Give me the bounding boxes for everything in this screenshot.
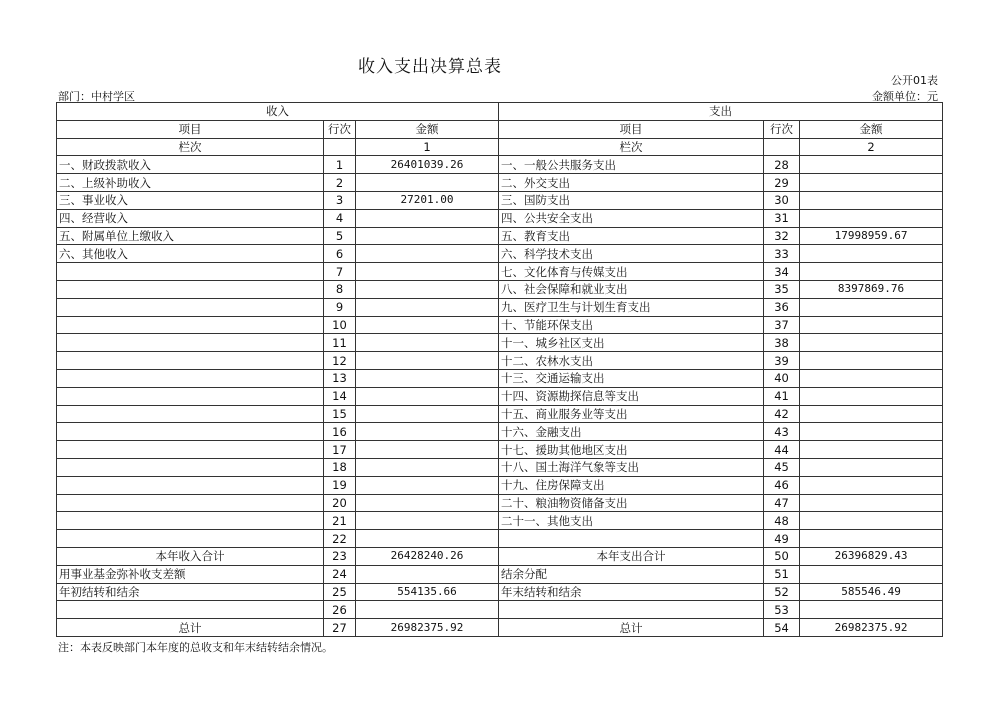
summary-row bbox=[57, 565, 943, 583]
table-row bbox=[57, 156, 943, 174]
table-row bbox=[57, 458, 943, 476]
expense-amount-cell bbox=[800, 209, 943, 227]
income-row-no-cell: 4 bbox=[324, 209, 356, 227]
income-row-no-cell: 17 bbox=[324, 441, 356, 459]
table-row bbox=[57, 369, 943, 387]
column-header-row bbox=[57, 120, 943, 138]
expense-amount-cell bbox=[800, 191, 943, 209]
form-number: 公开01表 bbox=[891, 74, 938, 87]
income-item-cell bbox=[57, 476, 324, 494]
income-amount-cell bbox=[356, 316, 499, 334]
table-row bbox=[57, 227, 943, 245]
income-row-no-cell: 5 bbox=[324, 227, 356, 245]
table-row bbox=[57, 423, 943, 441]
income-row-no-cell: 1 bbox=[324, 156, 356, 174]
income-row-no-cell: 13 bbox=[324, 369, 356, 387]
income-row-no-cell: 10 bbox=[324, 316, 356, 334]
expense-row-no-header: 行次 bbox=[764, 120, 800, 138]
expense-amount-cell: 8397869.76 bbox=[800, 280, 943, 298]
income-amount-cell: 26982375.92 bbox=[356, 619, 499, 637]
income-item-cell: 本年收入合计 bbox=[57, 547, 324, 565]
table-row bbox=[57, 298, 943, 316]
income-item-cell: 用事业基金弥补收支差额 bbox=[57, 565, 324, 583]
expense-item-cell: 十三、交通运输支出 bbox=[499, 369, 764, 387]
expense-amount-cell bbox=[800, 405, 943, 423]
summary-row bbox=[57, 619, 943, 637]
expense-item-cell: 十七、援助其他地区支出 bbox=[499, 441, 764, 459]
expense-item-cell: 一、一般公共服务支出 bbox=[499, 156, 764, 174]
expense-amount-cell bbox=[800, 458, 943, 476]
income-amount-cell bbox=[356, 369, 499, 387]
expense-row-no-cell: 30 bbox=[764, 191, 800, 209]
expense-row-no-cell: 44 bbox=[764, 441, 800, 459]
income-item-cell bbox=[57, 441, 324, 459]
income-item-cell bbox=[57, 280, 324, 298]
income-amount-cell bbox=[356, 280, 499, 298]
table-row bbox=[57, 280, 943, 298]
income-amount-cell bbox=[356, 458, 499, 476]
expense-item-cell: 二十、粮油物资储备支出 bbox=[499, 494, 764, 512]
expense-item-cell: 结余分配 bbox=[499, 565, 764, 583]
income-amount-cell bbox=[356, 565, 499, 583]
expense-amount-cell bbox=[800, 298, 943, 316]
expense-amount-cell bbox=[800, 387, 943, 405]
income-section-header: 收入 bbox=[57, 103, 499, 121]
expense-row-no-cell: 43 bbox=[764, 423, 800, 441]
income-expense-table bbox=[56, 102, 943, 637]
expense-amount-cell bbox=[800, 476, 943, 494]
expense-item-cell: 年末结转和结余 bbox=[499, 583, 764, 601]
expense-item-cell: 十一、城乡社区支出 bbox=[499, 334, 764, 352]
income-row-no-cell: 14 bbox=[324, 387, 356, 405]
table-row bbox=[57, 441, 943, 459]
expense-amount-cell bbox=[800, 601, 943, 619]
income-item-cell bbox=[57, 387, 324, 405]
expense-row-no-cell: 53 bbox=[764, 601, 800, 619]
expense-row-no-cell: 46 bbox=[764, 476, 800, 494]
expense-item-cell bbox=[499, 530, 764, 548]
expense-item-cell: 八、社会保障和就业支出 bbox=[499, 280, 764, 298]
expense-item-header: 项目 bbox=[499, 120, 764, 138]
income-item-cell bbox=[57, 316, 324, 334]
income-row-no-cell: 18 bbox=[324, 458, 356, 476]
expense-item-cell: 九、医疗卫生与计划生育支出 bbox=[499, 298, 764, 316]
income-amount-cell bbox=[356, 423, 499, 441]
expense-amount-cell: 17998959.67 bbox=[800, 227, 943, 245]
expense-item-cell: 十九、住房保障支出 bbox=[499, 476, 764, 494]
income-item-cell bbox=[57, 334, 324, 352]
income-item-cell: 二、上级补助收入 bbox=[57, 174, 324, 192]
table-row bbox=[57, 530, 943, 548]
expense-item-cell: 本年支出合计 bbox=[499, 547, 764, 565]
income-row-no-cell: 20 bbox=[324, 494, 356, 512]
expense-row-no-cell: 28 bbox=[764, 156, 800, 174]
table-row bbox=[57, 191, 943, 209]
income-column-order-label: 栏次 bbox=[57, 138, 324, 156]
table-row bbox=[57, 263, 943, 281]
income-item-cell: 三、事业收入 bbox=[57, 191, 324, 209]
expense-row-no-cell: 29 bbox=[764, 174, 800, 192]
expense-row-no-cell: 49 bbox=[764, 530, 800, 548]
expense-amount-cell bbox=[800, 441, 943, 459]
income-amount-cell: 27201.00 bbox=[356, 191, 499, 209]
expense-item-cell: 二十一、其他支出 bbox=[499, 512, 764, 530]
income-item-cell bbox=[57, 369, 324, 387]
income-column-number: 1 bbox=[356, 138, 499, 156]
expense-amount-cell bbox=[800, 352, 943, 370]
income-amount-cell bbox=[356, 209, 499, 227]
summary-row bbox=[57, 547, 943, 565]
income-amount-cell bbox=[356, 387, 499, 405]
income-amount-cell bbox=[356, 263, 499, 281]
table-row bbox=[57, 494, 943, 512]
income-row-no-cell: 21 bbox=[324, 512, 356, 530]
expense-column-number: 2 bbox=[800, 138, 943, 156]
table-row bbox=[57, 316, 943, 334]
table-row bbox=[57, 512, 943, 530]
expense-row-no-cell: 48 bbox=[764, 512, 800, 530]
income-row-no-cell: 25 bbox=[324, 583, 356, 601]
income-item-cell bbox=[57, 458, 324, 476]
expense-item-cell: 十、节能环保支出 bbox=[499, 316, 764, 334]
table-row bbox=[57, 476, 943, 494]
expense-item-cell: 六、科学技术支出 bbox=[499, 245, 764, 263]
expense-column-order-blank bbox=[764, 138, 800, 156]
income-amount-cell bbox=[356, 227, 499, 245]
income-row-no-cell: 8 bbox=[324, 280, 356, 298]
table-row bbox=[57, 387, 943, 405]
expense-section-header: 支出 bbox=[499, 103, 943, 121]
expense-row-no-cell: 35 bbox=[764, 280, 800, 298]
income-item-cell bbox=[57, 298, 324, 316]
income-row-no-cell: 12 bbox=[324, 352, 356, 370]
income-item-cell bbox=[57, 352, 324, 370]
expense-item-cell: 十八、国土海洋气象等支出 bbox=[499, 458, 764, 476]
expense-amount-cell bbox=[800, 316, 943, 334]
expense-amount-cell bbox=[800, 245, 943, 263]
footnote: 注：本表反映部门本年度的总收支和年末结转结余情况。 bbox=[58, 641, 333, 654]
income-item-cell: 四、经营收入 bbox=[57, 209, 324, 227]
expense-amount-cell bbox=[800, 530, 943, 548]
income-row-no-cell: 23 bbox=[324, 547, 356, 565]
income-amount-cell bbox=[356, 601, 499, 619]
income-row-no-cell: 2 bbox=[324, 174, 356, 192]
income-item-cell bbox=[57, 423, 324, 441]
summary-row bbox=[57, 601, 943, 619]
summary-row bbox=[57, 583, 943, 601]
income-amount-cell bbox=[356, 174, 499, 192]
expense-row-no-cell: 34 bbox=[764, 263, 800, 281]
income-column-order-blank bbox=[324, 138, 356, 156]
income-item-cell bbox=[57, 601, 324, 619]
amount-unit-label: 金额单位：元 bbox=[872, 90, 938, 103]
table-row bbox=[57, 405, 943, 423]
expense-row-no-cell: 54 bbox=[764, 619, 800, 637]
expense-column-order-label: 栏次 bbox=[499, 138, 764, 156]
expense-row-no-cell: 38 bbox=[764, 334, 800, 352]
income-item-cell bbox=[57, 512, 324, 530]
income-row-no-cell: 9 bbox=[324, 298, 356, 316]
income-amount-cell bbox=[356, 441, 499, 459]
expense-row-no-cell: 32 bbox=[764, 227, 800, 245]
income-amount-cell bbox=[356, 334, 499, 352]
expense-item-cell: 十四、资源勘探信息等支出 bbox=[499, 387, 764, 405]
expense-row-no-cell: 51 bbox=[764, 565, 800, 583]
income-amount-cell bbox=[356, 476, 499, 494]
income-row-no-cell: 3 bbox=[324, 191, 356, 209]
expense-amount-cell bbox=[800, 174, 943, 192]
expense-item-cell: 四、公共安全支出 bbox=[499, 209, 764, 227]
table-row bbox=[57, 334, 943, 352]
expense-amount-header: 金额 bbox=[800, 120, 943, 138]
income-item-cell bbox=[57, 530, 324, 548]
table-row bbox=[57, 352, 943, 370]
expense-row-no-cell: 50 bbox=[764, 547, 800, 565]
expense-item-cell: 十六、金融支出 bbox=[499, 423, 764, 441]
expense-row-no-cell: 42 bbox=[764, 405, 800, 423]
expense-item-cell: 二、外交支出 bbox=[499, 174, 764, 192]
expense-row-no-cell: 52 bbox=[764, 583, 800, 601]
expense-item-cell: 十五、商业服务业等支出 bbox=[499, 405, 764, 423]
income-amount-header: 金额 bbox=[356, 120, 499, 138]
income-amount-cell: 26428240.26 bbox=[356, 547, 499, 565]
income-item-cell: 年初结转和结余 bbox=[57, 583, 324, 601]
expense-amount-cell: 585546.49 bbox=[800, 583, 943, 601]
expense-amount-cell bbox=[800, 156, 943, 174]
income-amount-cell bbox=[356, 494, 499, 512]
income-amount-cell bbox=[356, 298, 499, 316]
income-item-cell: 总计 bbox=[57, 619, 324, 637]
income-amount-cell bbox=[356, 512, 499, 530]
income-amount-cell bbox=[356, 405, 499, 423]
income-item-cell bbox=[57, 263, 324, 281]
expense-row-no-cell: 31 bbox=[764, 209, 800, 227]
expense-item-cell: 五、教育支出 bbox=[499, 227, 764, 245]
expense-item-cell: 十二、农林水支出 bbox=[499, 352, 764, 370]
income-row-no-cell: 15 bbox=[324, 405, 356, 423]
expense-item-cell: 七、文化体育与传媒支出 bbox=[499, 263, 764, 281]
expense-item-cell: 总计 bbox=[499, 619, 764, 637]
expense-item-cell bbox=[499, 601, 764, 619]
table-row bbox=[57, 245, 943, 263]
table-row bbox=[57, 174, 943, 192]
expense-amount-cell: 26982375.92 bbox=[800, 619, 943, 637]
expense-row-no-cell: 36 bbox=[764, 298, 800, 316]
income-row-no-cell: 24 bbox=[324, 565, 356, 583]
income-row-no-cell: 27 bbox=[324, 619, 356, 637]
expense-row-no-cell: 40 bbox=[764, 369, 800, 387]
table-row bbox=[57, 209, 943, 227]
income-row-no-cell: 11 bbox=[324, 334, 356, 352]
expense-amount-cell bbox=[800, 369, 943, 387]
income-amount-cell bbox=[356, 530, 499, 548]
expense-row-no-cell: 47 bbox=[764, 494, 800, 512]
expense-amount-cell bbox=[800, 334, 943, 352]
income-item-cell bbox=[57, 405, 324, 423]
expense-item-cell: 三、国防支出 bbox=[499, 191, 764, 209]
income-row-no-cell: 16 bbox=[324, 423, 356, 441]
expense-row-no-cell: 37 bbox=[764, 316, 800, 334]
section-header-row bbox=[57, 103, 943, 121]
income-amount-cell bbox=[356, 245, 499, 263]
expense-amount-cell bbox=[800, 423, 943, 441]
income-row-no-cell: 22 bbox=[324, 530, 356, 548]
income-item-cell bbox=[57, 494, 324, 512]
income-amount-cell bbox=[356, 352, 499, 370]
department-label: 部门：中村学区 bbox=[58, 90, 135, 103]
income-row-no-cell: 19 bbox=[324, 476, 356, 494]
income-item-cell: 五、附属单位上缴收入 bbox=[57, 227, 324, 245]
expense-amount-cell: 26396829.43 bbox=[800, 547, 943, 565]
income-item-cell: 一、财政拨款收入 bbox=[57, 156, 324, 174]
income-amount-cell: 554135.66 bbox=[356, 583, 499, 601]
income-row-no-cell: 7 bbox=[324, 263, 356, 281]
expense-row-no-cell: 33 bbox=[764, 245, 800, 263]
expense-amount-cell bbox=[800, 512, 943, 530]
expense-amount-cell bbox=[800, 263, 943, 281]
income-item-cell: 六、其他收入 bbox=[57, 245, 324, 263]
expense-row-no-cell: 45 bbox=[764, 458, 800, 476]
expense-amount-cell bbox=[800, 494, 943, 512]
income-item-header: 项目 bbox=[57, 120, 324, 138]
expense-row-no-cell: 39 bbox=[764, 352, 800, 370]
income-amount-cell: 26401039.26 bbox=[356, 156, 499, 174]
column-order-row bbox=[57, 138, 943, 156]
expense-row-no-cell: 41 bbox=[764, 387, 800, 405]
income-row-no-header: 行次 bbox=[324, 120, 356, 138]
expense-amount-cell bbox=[800, 565, 943, 583]
income-row-no-cell: 6 bbox=[324, 245, 356, 263]
report-title: 收入支出决算总表 bbox=[358, 57, 502, 77]
income-row-no-cell: 26 bbox=[324, 601, 356, 619]
